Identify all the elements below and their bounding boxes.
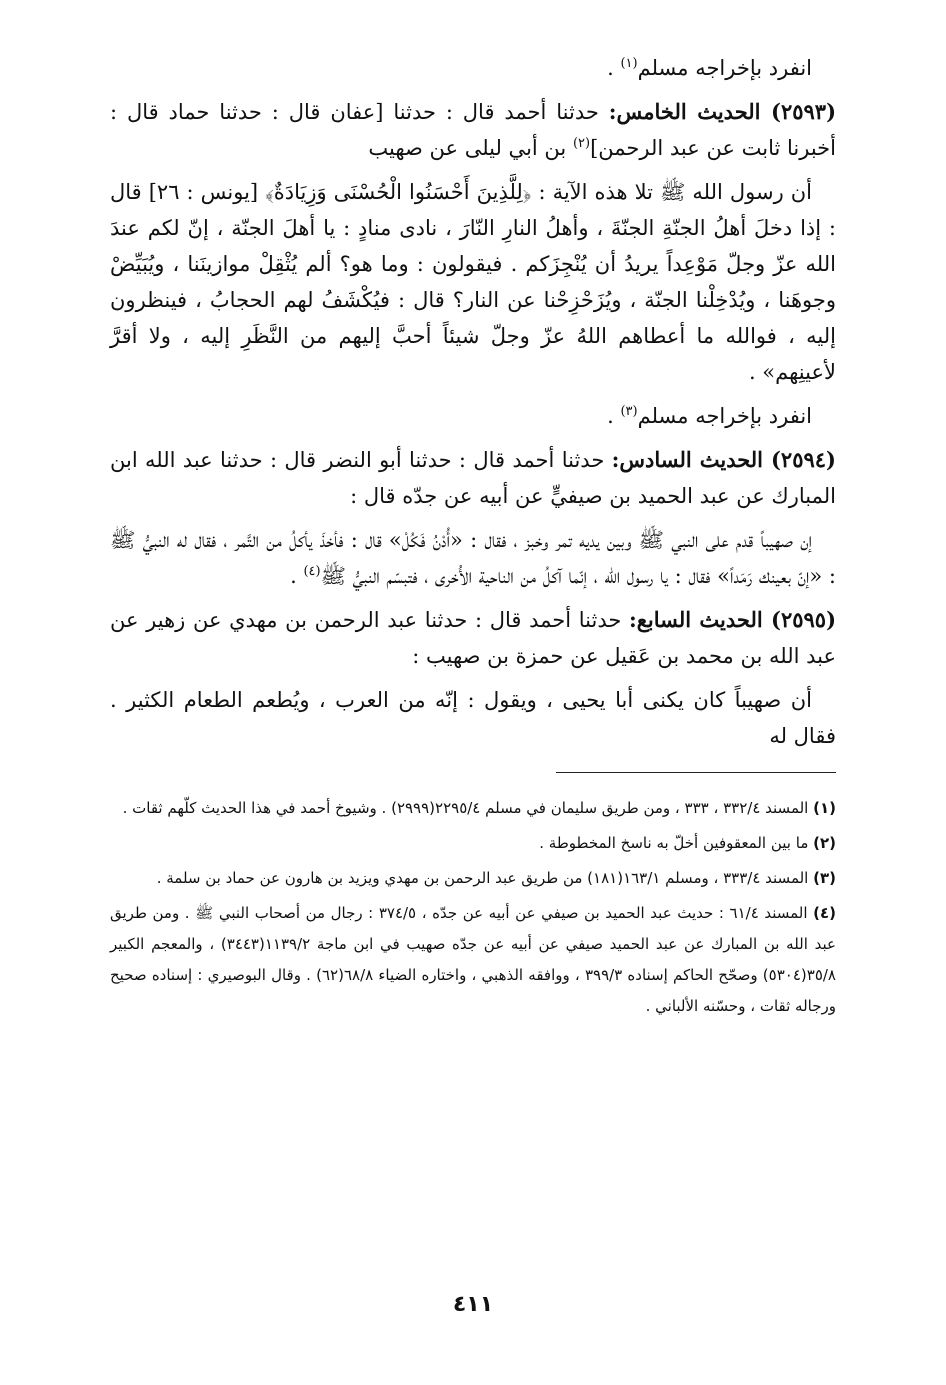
- footnote-1: [110, 793, 836, 824]
- paragraph-text: إن صهيباً قدم على النبي ﷺ وبين يديه تمر وخبز ، فقال : «أُدْنُ فَكُلْ» قال : فأخذَ يأكلُ من التَّمر ، فقال له النبيُّ ﷺ : «إنّ بعينك رَمَداً» فقال : يا رسول الله ، إنّما آكلُ من الناحية الأُخرى ، فتبسّم النبيُّ ﷺ: [110, 528, 836, 588]
- hadith-2595: [110, 602, 836, 674]
- footnote-4: [110, 898, 836, 1022]
- footnote-text: المسند ٣٣٣/٤ ، ومسلم ١٦٣/١(١٨١) من طريق عبد الرحمن بن مهدي ويزيد بن هارون عن حماد بن سلمة .: [156, 869, 814, 887]
- footnote-ref: (٤): [303, 564, 321, 579]
- page-number: ٤١١: [452, 1292, 494, 1317]
- footnote-ref: (١): [620, 56, 638, 71]
- hadith-2594: [110, 442, 836, 514]
- footnote-2: [110, 828, 836, 859]
- paragraph-3: [110, 174, 836, 390]
- paragraph-tail: بن أبي ليلى عن صهيب: [368, 136, 573, 160]
- footnote-ref: (٣): [620, 404, 638, 419]
- paragraph-6: [110, 522, 836, 594]
- paragraph-text: حدثنا أحمد قال : حدثنا عبد الرحمن بن مهدي عن زهير عن عبد الله بن محمد بن عَقيل عن حمزة بن صهيب :: [110, 608, 836, 668]
- footnote-text: المسند ٦١/٤ : حديث عبد الحميد بن صيفي عن أبيه عن جدّه ، ٣٧٤/٥ : رجال من أصحاب النبي ﷺ . ومن طريق عبد الله بن المبارك عن عبد الحميد صيفي عن أبيه عن جدّه صهيب في ابن ماجة ١١٣٩/٢(٣٤٤٣) ، والمعجم الكبير ٣٥/٨(٥٣٠٤) وصحّح الحاكم إسناده ٣٩٩/٣ ، ووافقه الذهبي ، واختاره الضياء ٦٨/٨(٦٢) . وقال البوصيري : إسناده صحيح ورجاله ثقات ، وحسّنه الألباني .: [110, 904, 836, 1015]
- footnotes: [110, 793, 836, 1022]
- paragraph-tail: .: [607, 56, 621, 80]
- hadith-heading: (٢٥٩٥) الحديث السابع:: [629, 607, 836, 632]
- footnote-divider: [556, 772, 836, 773]
- footnote-number: (١): [813, 799, 836, 817]
- hadith-heading: (٢٥٩٤) الحديث السادس:: [611, 447, 836, 472]
- paragraph-text: انفرد بإخراجه مسلم: [637, 404, 812, 428]
- paragraph-tail: .: [290, 564, 304, 588]
- paragraph-text: حدثنا أحمد قال : حدثنا أبو النضر قال : حدثنا عبد الله ابن المبارك عن عبد الحميد بن صيفيٍّ عن أبيه عن جدّه قال :: [110, 448, 836, 508]
- paragraph-8: [110, 682, 836, 754]
- paragraph-text: أن صهيباً كان يكنى أبا يحيى ، ويقول : إنّه من العرب ، ويُطعم الطعام الكثير . فقال له: [110, 688, 836, 748]
- paragraph-tail: .: [607, 404, 621, 428]
- footnote-3: [110, 863, 836, 894]
- footnote-text: المسند ٣٣٢/٤ ، ٣٣٣ ، ومن طريق سليمان في مسلم ٢٢٩٥/٤(٢٩٩٩) . وشيوخ أحمد في هذا الحديث كلّهم ثقات .: [122, 799, 814, 817]
- footnote-ref: (٢): [572, 136, 591, 151]
- footnote-number: (٢): [813, 834, 836, 852]
- footnote-number: (٤): [813, 904, 837, 922]
- paragraph-4: [110, 398, 836, 434]
- paragraph-text: حدثنا أحمد قال : حدثنا [عفان قال : حدثنا حماد قال : أخبرنا ثابت عن عبد الرحمن]: [110, 100, 836, 160]
- hadith-2593: [110, 94, 836, 166]
- footnote-text: ما بين المعقوفين أخلّ به ناسخ المخطوطة .: [539, 834, 814, 852]
- paragraph-text: انفرد بإخراجه مسلم: [637, 56, 812, 80]
- main-text: [110, 50, 836, 754]
- paragraph-text: أن رسول الله ﷺ تلا هذه الآية : ﴿لِلَّذِينَ أَحْسَنُوا الْحُسْنَى وَزِيَادَةٌ﴾ [يونس : ٢٦] قال : إذا دخلَ أهلُ الجنّةِ الجنّةَ ، وأهلُ النارِ النّارَ ، نادى منادٍ : يا أهلَ الجنّة ، إنّ لكم عندَ الله عزّ وجلّ مَوْعِداً يريدُ أن يُنْجِزَكم . فيقولون : وما هو؟ ألم يُثْقِلْ موازينَنا ، ويُبَيِّضْ وجوهَنا ، ويُدْخِلْنا الجنّة ، ويُزَحْزِحْنا عن النار؟ قال : فيُكْشَفُ لهم الحجابُ ، فينظرون إليه ، فوالله ما أعطاهم اللهُ عزّ وجلّ شيئاً أحبَّ إليهم من النَّظَرِ إليه ، ولا أقرَّ لأعينِهم» .: [110, 180, 836, 384]
- paragraph-1: [110, 50, 836, 86]
- hadith-heading: (٢٥٩٣) الحديث الخامس:: [608, 99, 836, 124]
- footnote-number: (٣): [813, 869, 836, 887]
